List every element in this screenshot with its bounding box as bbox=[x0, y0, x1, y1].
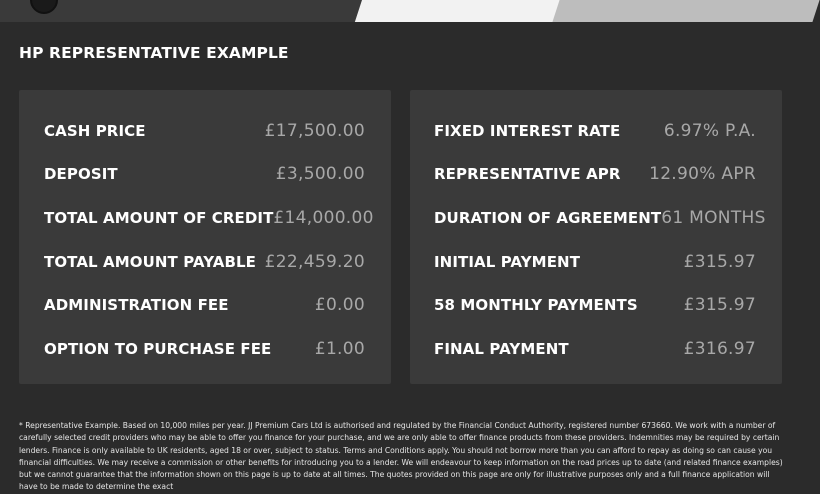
interest-rate-row bbox=[410, 119, 782, 143]
final-payment-row bbox=[410, 337, 782, 361]
row-label: REPRESENTATIVE APR bbox=[434, 165, 621, 183]
row-value: £1.00 bbox=[314, 339, 365, 359]
row-value: 61 MONTHS bbox=[661, 208, 766, 228]
row-label: FINAL PAYMENT bbox=[434, 340, 569, 358]
banner-grey-segment bbox=[552, 0, 819, 22]
row-value: £315.97 bbox=[683, 295, 756, 315]
row-value: 6.97% P.A. bbox=[663, 121, 756, 141]
row-label: CASH PRICE bbox=[44, 122, 146, 140]
deposit-row bbox=[19, 162, 391, 186]
duration-row bbox=[410, 206, 782, 230]
row-value: £3,500.00 bbox=[275, 164, 365, 184]
purchase-fee-row bbox=[19, 337, 391, 361]
total-payable-row bbox=[19, 250, 391, 274]
row-value: 12.90% APR bbox=[649, 164, 756, 184]
row-label: OPTION TO PURCHASE FEE bbox=[44, 340, 272, 358]
row-label: TOTAL AMOUNT PAYABLE bbox=[44, 253, 256, 271]
row-value: £316.97 bbox=[683, 339, 756, 359]
finance-disclaimer: * Representative Example. Based on 10,000 miles per year. JJ Premium Cars Ltd is authorised and regulated by the Financial Conduct Authority, registered number 673660. We work with a number of carefully selected credit providers who may be able to offer you finance for your purchase, and we are only able to offer finance products from these providers. Indemnities may be required by certain lenders. Finance is only available to UK residents, aged 18 or over, subject to status. Terms and Conditions apply. You should not borrow more than you can afford to repay as doing so can cause you financial difficulties. We may receive a commission or other benefits for introducing you to a lender. We will endeavour to keep information on the road prices up to date (and related finance examples) but we cannot guarantee that the information shown on this page is up to date at all times. The quotes provided on this page are only for illustrative purposes only and a full finance application will have to be made to determine the exact bbox=[19, 421, 783, 492]
row-label: 58 MONTHLY PAYMENTS bbox=[434, 296, 638, 314]
total-credit-row bbox=[19, 206, 391, 230]
row-label: INITIAL PAYMENT bbox=[434, 253, 581, 271]
row-label: TOTAL AMOUNT OF CREDIT bbox=[44, 209, 274, 227]
monthly-payments-row bbox=[410, 293, 782, 317]
admin-fee-row bbox=[19, 293, 391, 317]
finance-details-right-panel bbox=[410, 90, 782, 384]
page-title: HP REPRESENTATIVE EXAMPLE bbox=[19, 44, 289, 62]
finance-details-left-panel bbox=[19, 90, 391, 384]
initial-payment-row bbox=[410, 250, 782, 274]
row-value: £315.97 bbox=[683, 252, 756, 272]
row-label: DEPOSIT bbox=[44, 165, 118, 183]
row-label: DURATION OF AGREEMENT bbox=[434, 209, 662, 227]
row-label: ADMINISTRATION FEE bbox=[44, 296, 229, 314]
row-value: £0.00 bbox=[314, 295, 365, 315]
row-value: £17,500.00 bbox=[264, 121, 365, 141]
row-value: £22,459.20 bbox=[264, 252, 365, 272]
cash-price-row bbox=[19, 119, 391, 143]
row-label: FIXED INTEREST RATE bbox=[434, 122, 621, 140]
row-value: £14,000.00 bbox=[273, 208, 374, 228]
banner-white-segment bbox=[355, 0, 572, 22]
apr-row bbox=[410, 162, 782, 186]
top-banner-strip bbox=[0, 0, 800, 22]
